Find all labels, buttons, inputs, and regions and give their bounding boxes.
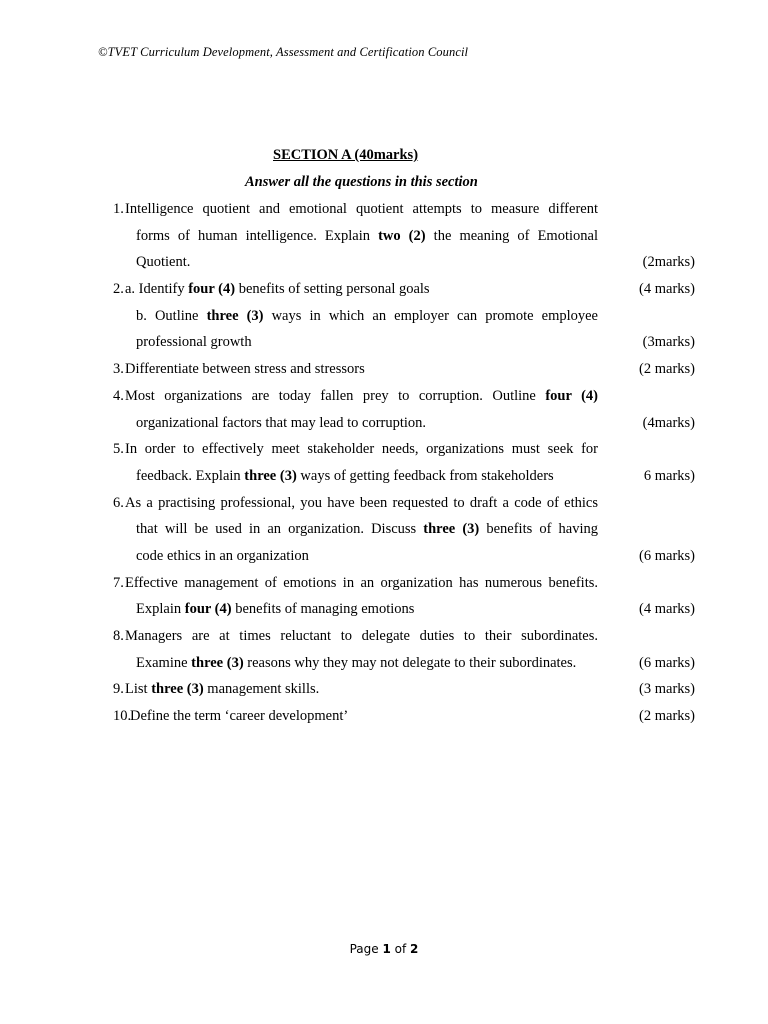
current-page-number: 1 [382,942,391,956]
question-2b-line-2 [0,332,768,359]
question-text: Most organizations are today fallen prey to corruption. Outline four (4) [125,387,598,404]
question-6-line-1 [0,493,768,520]
question-2b-line-1 [0,306,768,333]
question-text: Quotient. [136,254,191,271]
question-number: 4. [113,387,124,404]
question-marks: (2 marks) [639,361,695,378]
question-4-line-1 [0,386,768,413]
section-title: SECTION A (40marks) [273,147,419,163]
question-number: 1. [113,201,124,217]
question-marks: (4 marks) [639,601,695,618]
question-number: 7. [113,574,124,591]
page-label: Page [349,942,383,956]
question-text: a. Identify four (4) benefits of setting personal goals [125,281,430,298]
question-7-line-2 [0,599,768,626]
question-text: In order to effectively meet stakeholder needs, organizations must seek for [125,441,598,458]
question-1-line-2 [0,226,768,253]
question-number: 2. [113,281,124,298]
question-marks: (2marks) [642,254,695,271]
question-8-line-2 [0,653,768,680]
question-2a-line-1 [0,279,768,306]
page-of-label: of [390,942,411,956]
question-text: Managers are at times reluctant to delegate duties to their subordinates. [125,628,598,644]
question-text: organizational factors that may lead to corruption. [136,414,427,431]
question-marks: 6 marks) [643,467,695,484]
question-8-line-1 [0,626,768,653]
question-1-line-3 [0,252,768,279]
question-text: Define the term ‘career development’ [130,708,349,725]
page-footer [0,942,768,956]
question-5-line-1 [0,439,768,466]
question-text: feedback. Explain three (3) ways of getting feedback from stakeholders [136,467,554,484]
question-4-line-2 [0,413,768,440]
question-6-line-2 [0,519,768,546]
question-text: Examine three (3) reasons why they may not delegate to their subordinates. [136,654,577,671]
question-text: List three (3) management skills. [125,681,320,698]
question-list [0,199,768,733]
question-marks: (6 marks) [639,547,695,564]
question-1-line-1 [0,199,768,226]
question-text: Intelligence quotient and emotional quotient attempts to measure different [125,201,598,217]
total-page-number: 2 [410,942,419,956]
question-9-line-1 [0,679,768,706]
question-marks: (2 marks) [639,708,695,725]
question-6-line-3 [0,546,768,573]
section-instruction: Answer all the questions in this section [245,174,478,190]
question-number: 6. [113,494,124,511]
question-marks: (4marks) [642,414,695,431]
question-marks: (3marks) [642,334,695,351]
question-5-line-2 [0,466,768,493]
question-text: code ethics in an organization [136,547,309,564]
question-number: 5. [113,441,124,458]
question-3-line-1 [0,359,768,386]
question-text: As a practising professional, you have been requested to draft a code of ethics [125,494,598,511]
question-number: 8. [113,628,124,644]
question-10-line-1 [0,706,768,733]
council-header: ©TVET Curriculum Development, Assessment and Certification Council [98,45,469,59]
question-marks: (3 marks) [639,681,695,698]
question-text: b. Outline three (3) ways in which an employer can promote employee [136,307,598,324]
question-text: professional growth [136,334,252,351]
question-marks: (6 marks) [639,654,695,671]
question-marks: (4 marks) [639,281,695,298]
question-text: forms of human intelligence. Explain two (2) the meaning of Emotional [136,227,598,244]
question-text: Differentiate between stress and stressors [125,361,365,378]
question-text: Effective management of emotions in an organization has numerous benefits. [125,574,598,591]
question-number: 10. [113,708,132,725]
question-7-line-1 [0,573,768,600]
question-text: that will be used in an organization. Discuss three (3) benefits of having [136,521,598,538]
question-number: 9. [113,681,124,698]
question-text: Explain four (4) benefits of managing emotions [136,601,415,618]
question-number: 3. [113,361,124,378]
